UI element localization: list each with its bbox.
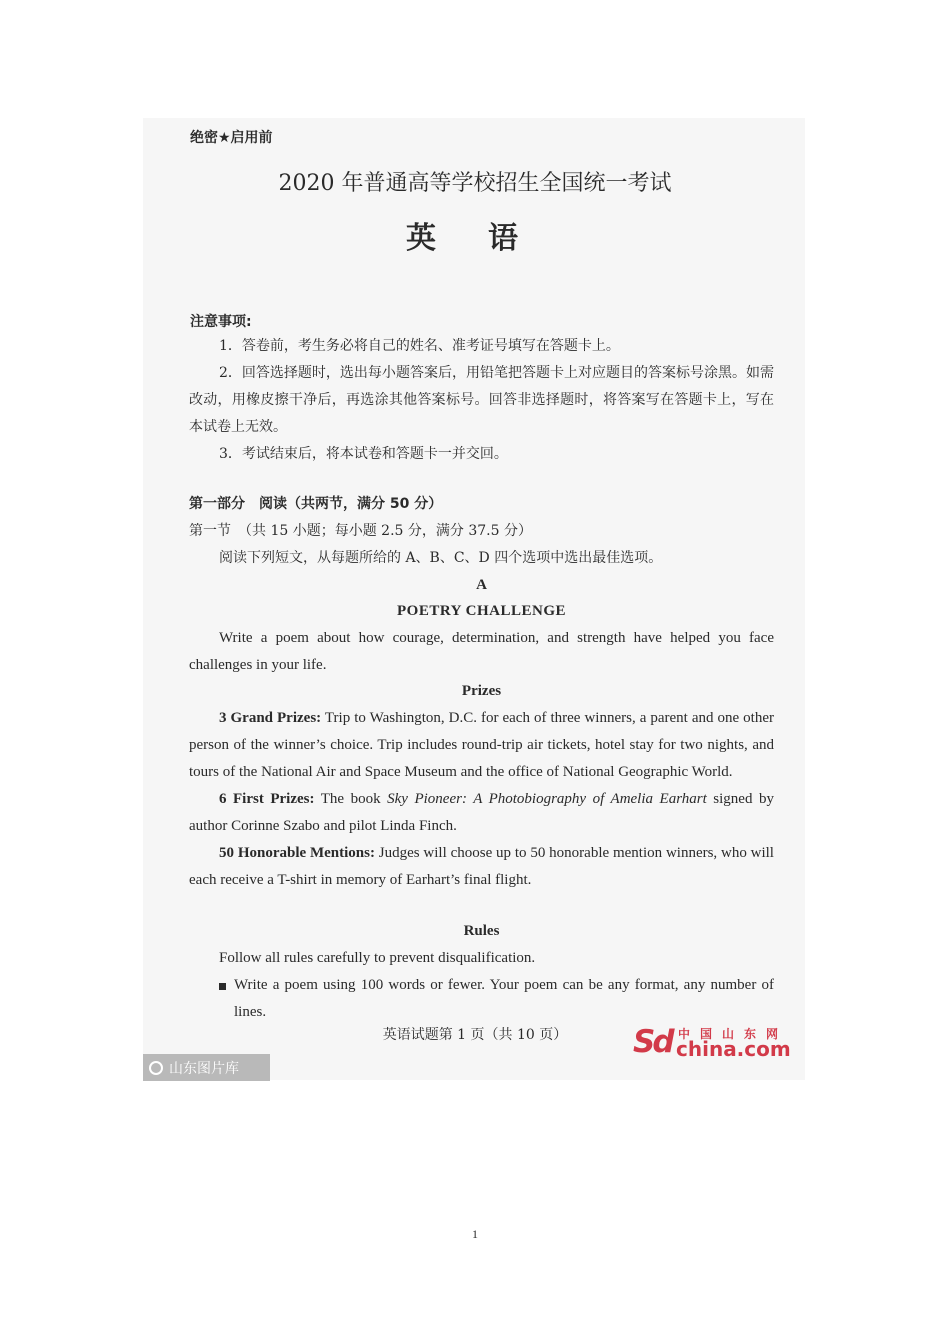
exam-title: 2020 年普通高等学校招生全国统一考试 [278,171,672,196]
intro-paragraph: Write a poem about how courage, determination, and strength have helped you face challenges in your life. [189,630,774,673]
first-prize-text-b: signed by author Corinne Szabo and pilot Linda Finch. [189,791,774,834]
logo-sd-mark: Sd [633,1024,672,1060]
honorable-label: 50 Honorable Mentions: [219,845,375,861]
first-prize-text-a: The book [314,791,388,807]
prizes-heading: Prizes [461,683,502,699]
watermark-text: 山东图片库 [169,1060,239,1077]
page-footer: 英语试题第 1 页（共 10 页） [382,1027,568,1043]
passage-letter: A [476,577,487,593]
page-number: 1 [472,1227,478,1241]
honorable-paragraph [189,840,774,894]
book-title: Sky Pioneer: A Photobiography of Amelia Earhart [387,791,707,807]
rules-intro-block [189,945,774,972]
passage-title: POETRY CHALLENGE [396,603,567,619]
bullet-icon [219,983,226,990]
note-item: 2．回答选择题时，选出每小题答案后，用铅笔把答题卡上对应题目的答案标号涂黑。如需改动，用橡皮擦干净后，再选涂其他答案标号。回答非选择题时，将答案写在答题卡上，写在本试卷上无效。 [189,365,774,435]
rules-intro: Follow all rules carefully to prevent disqualification. [219,950,536,966]
first-prize-label: 6 First Prizes: [219,791,315,807]
rules-heading: Rules [463,923,500,939]
subject-title: 英语 [406,221,570,256]
note-item: 3．考试结束后，将本试卷和答题卡一并交回。 [219,446,508,462]
site-logo [633,1024,789,1062]
honorable-text: Judges will choose up to 50 honorable mention winners, who will each receive a T-shirt in memory of Earhart’s final flight. [189,845,774,888]
watermark-icon [149,1061,163,1075]
grand-prize-label: 3 Grand Prizes: [219,710,322,726]
watermark-badge [143,1054,270,1081]
grand-prize-paragraph [189,705,774,786]
logo-chinese-text: 中国山东网 [678,1027,789,1041]
passage-intro [189,625,774,679]
grand-prize-text: Trip to Washington, D.C. for each of three winners, a parent and one other person of the winner’s choice. Trip includes round-trip air tickets, hotel stay for two nights, and tours of the National Air and Space Museum and the office of National Geographic World. [189,710,774,780]
note-item: 1．答卷前，考生务必将自己的姓名、准考证号填写在答题卡上。 [219,338,620,354]
first-prize-paragraph [189,786,774,840]
rule-item [219,972,774,1026]
part1-block [189,491,774,572]
notes-heading: 注意事项: [190,314,252,330]
top-secret-label: 绝密★启用前 [190,130,273,146]
part1-heading: 第一部分 阅读（共两节，满分 50 分） [189,496,443,512]
notes-list [189,333,774,468]
section1-heading: 第一节 （共 15 小题；每小题 2.5 分，满分 37.5 分） [189,523,532,539]
logo-domain-text: china.com [676,1037,791,1061]
rule-text: Write a poem using 100 words or fewer. Your poem can be any format, any number of lines. [234,977,774,1020]
reading-instruction: 阅读下列短文，从每题所给的 A、B、C、D 四个选项中选出最佳选项。 [219,550,663,566]
prizes-list [189,705,774,894]
